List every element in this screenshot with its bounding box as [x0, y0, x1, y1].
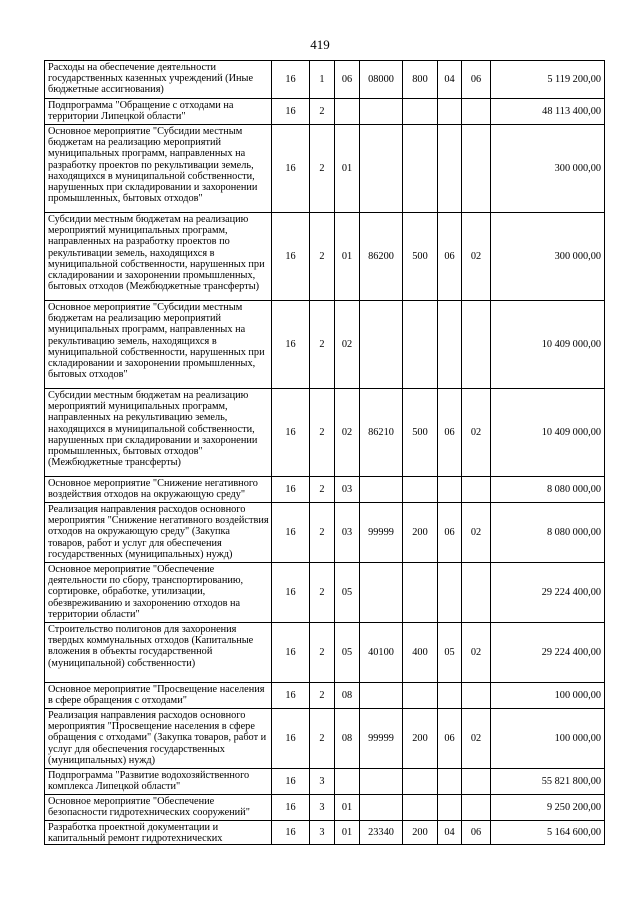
code-admin: 16: [272, 99, 310, 125]
table-row: [45, 683, 605, 709]
code-subprogram: 01: [335, 795, 360, 821]
code-subsection: [462, 125, 491, 213]
code-program: 2: [310, 213, 335, 301]
code-subsection: [462, 99, 491, 125]
code-direction: 08000: [360, 61, 403, 99]
code-subsection: [462, 683, 491, 709]
amount: 100 000,00: [491, 683, 605, 709]
code-admin: 16: [272, 623, 310, 683]
code-subsection: 02: [462, 389, 491, 477]
code-subprogram: [335, 99, 360, 125]
code-subprogram: 02: [335, 389, 360, 477]
code-subsection: 06: [462, 61, 491, 99]
table-row: [45, 821, 605, 845]
table-row: [45, 301, 605, 389]
code-expense-type: [403, 795, 438, 821]
amount: 8 080 000,00: [491, 503, 605, 563]
code-admin: 16: [272, 389, 310, 477]
code-section: 06: [438, 709, 462, 769]
code-subprogram: 01: [335, 125, 360, 213]
code-admin: 16: [272, 125, 310, 213]
code-program: 2: [310, 125, 335, 213]
code-subsection: 06: [462, 821, 491, 845]
item-name: Реализация направления расходов основного мероприятия "Просвещение населения в сфере обращения с отходами" (Закупка товаров, работ и услуг для обеспечения государственных (муниципальных) нужд): [45, 709, 272, 769]
code-expense-type: 800: [403, 61, 438, 99]
table-row: [45, 389, 605, 477]
amount: 55 821 800,00: [491, 769, 605, 795]
code-section: [438, 125, 462, 213]
amount: 9 250 200,00: [491, 795, 605, 821]
code-subprogram: 03: [335, 503, 360, 563]
code-section: [438, 683, 462, 709]
code-direction: 99999: [360, 503, 403, 563]
amount: 48 113 400,00: [491, 99, 605, 125]
code-direction: [360, 769, 403, 795]
code-admin: 16: [272, 503, 310, 563]
table-row: [45, 709, 605, 769]
table-row: [45, 477, 605, 503]
code-program: 2: [310, 709, 335, 769]
amount: 5 164 600,00: [491, 821, 605, 845]
table-row: [45, 563, 605, 623]
code-section: 05: [438, 623, 462, 683]
code-admin: 16: [272, 61, 310, 99]
code-section: 06: [438, 389, 462, 477]
code-admin: 16: [272, 821, 310, 845]
code-subsection: 02: [462, 623, 491, 683]
code-subsection: 02: [462, 213, 491, 301]
code-direction: 86210: [360, 389, 403, 477]
code-admin: 16: [272, 709, 310, 769]
table-row: [45, 769, 605, 795]
code-program: 2: [310, 301, 335, 389]
code-subsection: 02: [462, 709, 491, 769]
code-admin: 16: [272, 563, 310, 623]
code-section: [438, 477, 462, 503]
code-admin: 16: [272, 683, 310, 709]
amount: 300 000,00: [491, 125, 605, 213]
code-direction: [360, 477, 403, 503]
code-section: [438, 795, 462, 821]
code-expense-type: [403, 99, 438, 125]
code-program: 1: [310, 61, 335, 99]
code-program: 3: [310, 821, 335, 845]
code-program: 2: [310, 389, 335, 477]
code-subprogram: 01: [335, 213, 360, 301]
code-expense-type: [403, 301, 438, 389]
item-name: Основное мероприятие "Субсидии местным бюджетам на реализацию мероприятий муниципальных программ, направленных на разработку проектов по рекультивации земель, находящихся в муниципальной собственности, нарушенных при складировании и захоронении промышленных, бытовых отходов": [45, 125, 272, 213]
code-program: 2: [310, 99, 335, 125]
code-program: 3: [310, 769, 335, 795]
code-subprogram: 02: [335, 301, 360, 389]
code-program: 2: [310, 623, 335, 683]
item-name: Основное мероприятие "Снижение негативного воздействия отходов на окружающую среду": [45, 477, 272, 503]
code-section: [438, 563, 462, 623]
code-admin: 16: [272, 213, 310, 301]
code-subprogram: 05: [335, 623, 360, 683]
code-direction: [360, 683, 403, 709]
code-subsection: [462, 477, 491, 503]
amount: 100 000,00: [491, 709, 605, 769]
code-subprogram: 06: [335, 61, 360, 99]
code-admin: 16: [272, 301, 310, 389]
table-row: [45, 125, 605, 213]
code-expense-type: 200: [403, 821, 438, 845]
code-subprogram: 05: [335, 563, 360, 623]
item-name: Основное мероприятие "Обеспечение безопасности гидротехнических сооружений": [45, 795, 272, 821]
code-subprogram: 03: [335, 477, 360, 503]
code-direction: [360, 563, 403, 623]
code-subsection: [462, 795, 491, 821]
code-expense-type: 200: [403, 503, 438, 563]
amount: 29 224 400,00: [491, 623, 605, 683]
code-expense-type: 200: [403, 709, 438, 769]
item-name: Подпрограмма "Обращение с отходами на территории Липецкой области": [45, 99, 272, 125]
item-name: Расходы на обеспечение деятельности государственных казенных учреждений (Иные бюджетные ассигнования): [45, 61, 272, 99]
page-number: 419: [310, 37, 330, 52]
code-expense-type: [403, 769, 438, 795]
code-section: 06: [438, 213, 462, 301]
item-name: Основное мероприятие "Просвещение населения в сфере обращения с отходами": [45, 683, 272, 709]
code-section: 04: [438, 61, 462, 99]
code-program: 2: [310, 477, 335, 503]
code-section: 06: [438, 503, 462, 563]
code-section: [438, 301, 462, 389]
code-section: 04: [438, 821, 462, 845]
code-program: 2: [310, 503, 335, 563]
code-direction: [360, 99, 403, 125]
code-direction: [360, 795, 403, 821]
code-subprogram: [335, 769, 360, 795]
amount: 10 409 000,00: [491, 389, 605, 477]
code-expense-type: [403, 683, 438, 709]
table-row: [45, 503, 605, 563]
code-expense-type: [403, 125, 438, 213]
code-expense-type: 500: [403, 213, 438, 301]
code-direction: 99999: [360, 709, 403, 769]
table-row: [45, 99, 605, 125]
code-section: [438, 769, 462, 795]
item-name: Основное мероприятие "Субсидии местным бюджетам на реализацию мероприятий муниципальных программ, направленных на рекультивацию земель, находящихся в муниципальной собственности, нарушенных при складировании и захоронении промышленных, бытовых отходов": [45, 301, 272, 389]
code-program: 2: [310, 563, 335, 623]
code-direction: 40100: [360, 623, 403, 683]
item-name: Субсидии местным бюджетам на реализацию мероприятий муниципальных программ, направленных на разработку проектов по рекультивации земель, находящихся в муниципальной собственности, нарушенных при складировании и захоронении промышленных, бытовых отходов (Межбюджетные трансферты): [45, 213, 272, 301]
code-subprogram: 08: [335, 709, 360, 769]
code-subsection: [462, 301, 491, 389]
code-direction: [360, 301, 403, 389]
code-subprogram: 08: [335, 683, 360, 709]
code-expense-type: [403, 563, 438, 623]
code-direction: 23340: [360, 821, 403, 845]
amount: 8 080 000,00: [491, 477, 605, 503]
table-row: [45, 213, 605, 301]
code-direction: [360, 125, 403, 213]
item-name: Подпрограмма "Развитие водохозяйственного комплекса Липецкой области": [45, 769, 272, 795]
code-subsection: 02: [462, 503, 491, 563]
amount: 300 000,00: [491, 213, 605, 301]
code-program: 3: [310, 795, 335, 821]
code-expense-type: 400: [403, 623, 438, 683]
code-direction: 86200: [360, 213, 403, 301]
budget-table: [44, 60, 605, 845]
table-row: [45, 795, 605, 821]
code-expense-type: [403, 477, 438, 503]
item-name: Разработка проектной документации и капитальный ремонт гидротехнических: [45, 821, 272, 845]
code-subsection: [462, 563, 491, 623]
amount: 29 224 400,00: [491, 563, 605, 623]
item-name: Реализация направления расходов основного мероприятия "Снижение негативного воздействия отходов на окружающую среду" (Закупка товаров, работ и услуг для обеспечения государственных (муниципальных) нужд): [45, 503, 272, 563]
item-name: Основное мероприятие "Обеспечение деятельности по сбору, транспортированию, сортировке, обработке, утилизации, обезвреживанию и захоронению отходов на территории области": [45, 563, 272, 623]
code-expense-type: 500: [403, 389, 438, 477]
code-admin: 16: [272, 769, 310, 795]
code-admin: 16: [272, 795, 310, 821]
code-subsection: [462, 769, 491, 795]
item-name: Строительство полигонов для захоронения твердых коммунальных отходов (Капитальные вложения в объекты государственной (муниципальной) собственности): [45, 623, 272, 683]
code-admin: 16: [272, 477, 310, 503]
code-subprogram: 01: [335, 821, 360, 845]
table-row: [45, 623, 605, 683]
amount: 5 119 200,00: [491, 61, 605, 99]
code-section: [438, 99, 462, 125]
amount: 10 409 000,00: [491, 301, 605, 389]
item-name: Субсидии местным бюджетам на реализацию мероприятий муниципальных программ, направленных на рекультивацию земель, находящихся в муниципальной собственности, нарушенных при складировании и захоронении промышленных, бытовых отходов" (Межбюджетные трансферты): [45, 389, 272, 477]
table-row: [45, 61, 605, 99]
code-program: 2: [310, 683, 335, 709]
